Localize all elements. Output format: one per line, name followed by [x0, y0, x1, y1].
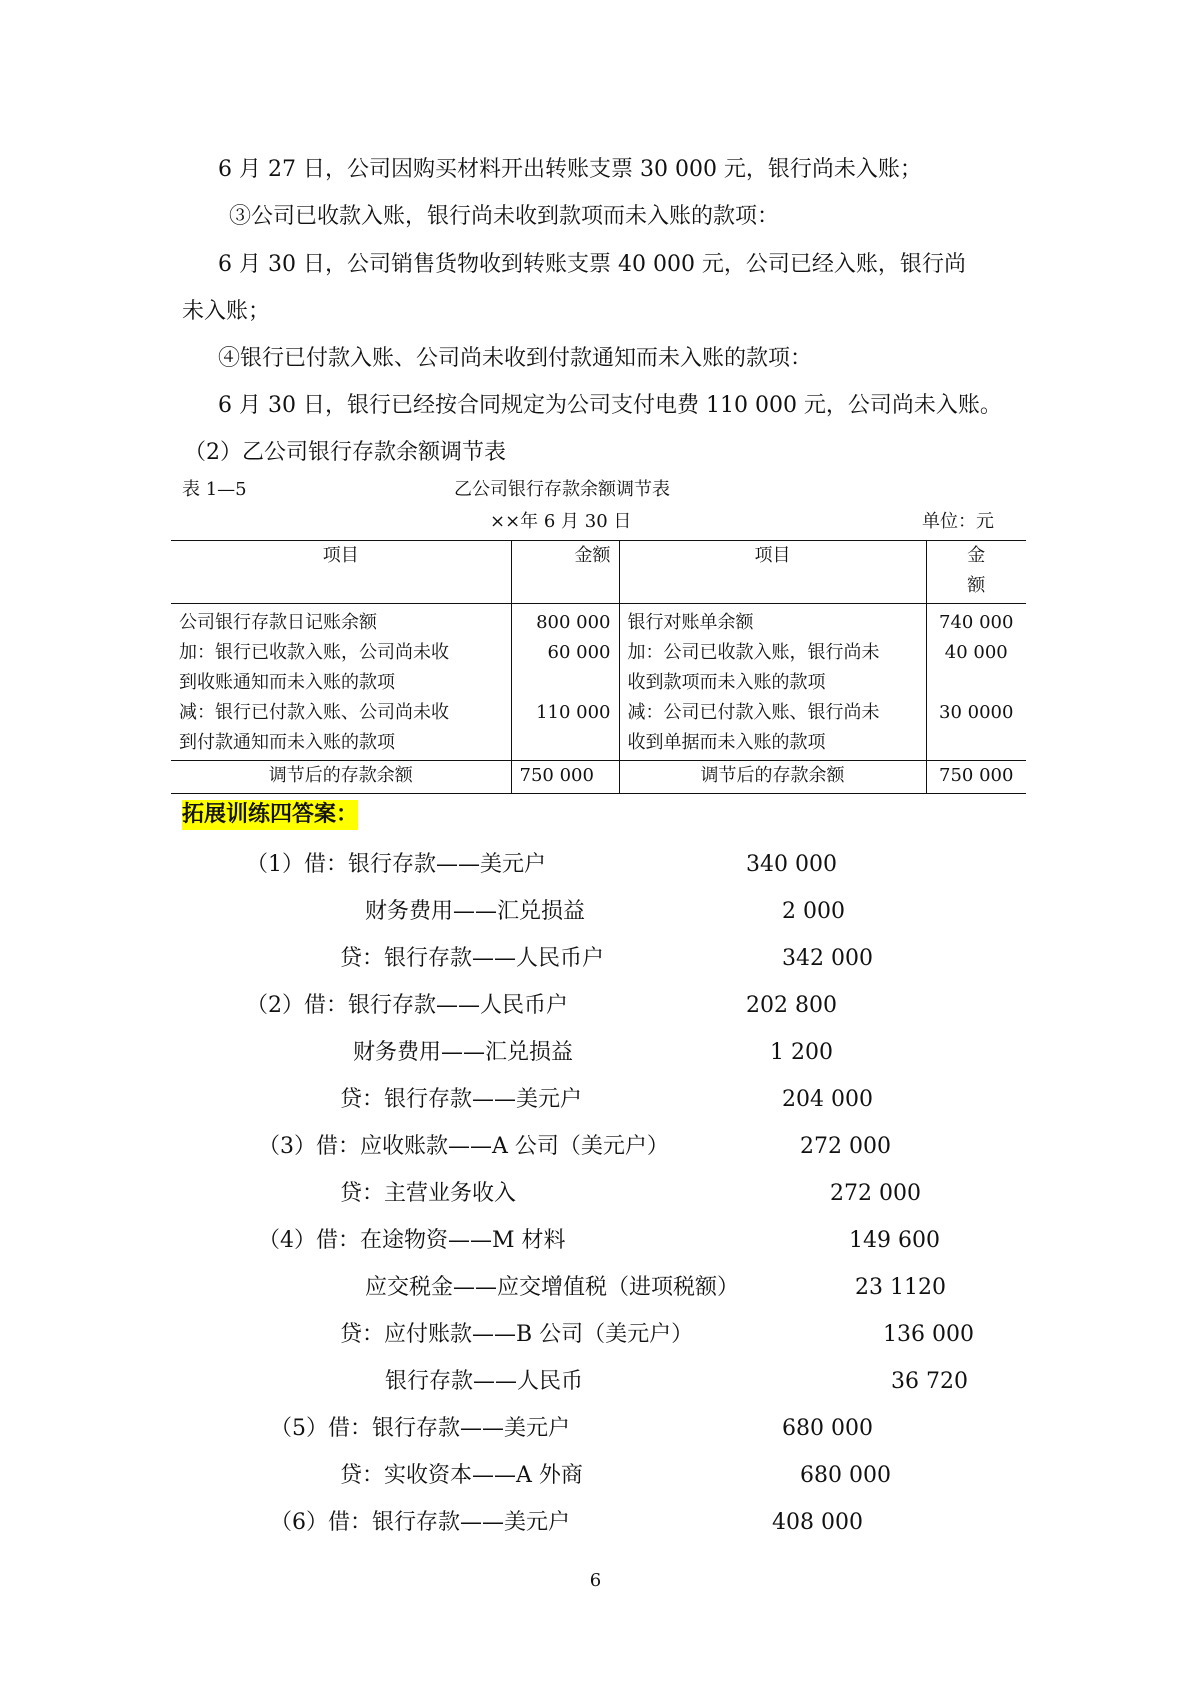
section-heading: 拓展训练四答案：	[182, 800, 358, 830]
footer-right-label: 调节后的存款余额	[619, 761, 926, 794]
row-right-item: 加：公司已收款入账，银行尚未 收到款项而未入账的款项	[619, 638, 926, 698]
journal-entry-text: 贷：银行存款——人民币户	[340, 946, 605, 971]
paragraph: 6 月 27 日，公司因购买材料开出转账支票 30 000 元，银行尚未入账；	[218, 157, 922, 182]
row-right-amount: 40 000	[926, 638, 1026, 698]
journal-entry-text: 贷：应付账款——B 公司（美元户）	[340, 1322, 694, 1347]
journal-entry-text: （4）借：在途物资——M 材料	[258, 1228, 566, 1253]
paragraph: 6 月 30 日，公司销售货物收到转账支票 40 000 元，公司已经入账，银行尚	[218, 252, 966, 277]
reconciliation-table	[171, 540, 1026, 794]
journal-entry-text: 财务费用——汇兑损益	[353, 1040, 574, 1065]
journal-entry-text: 贷：银行存款——美元户	[340, 1087, 583, 1112]
paragraph: ③公司已收款入账，银行尚未收到款项而未入账的款项：	[229, 204, 780, 229]
header-item-right: 项目	[619, 541, 926, 604]
row-right-item: 减：公司已付款入账、银行尚未 收到单据而未入账的款项	[619, 698, 926, 761]
row-left-item: 减：银行已付款入账、公司尚未收 到付款通知而未入账的款项	[179, 702, 449, 753]
table-row	[171, 604, 1026, 639]
table-row	[171, 698, 1026, 761]
paragraph: 6 月 30 日，银行已经按合同规定为公司支付电费 110 000 元，公司尚未入账。	[218, 393, 1002, 418]
row-right-amount: 30 0000	[926, 698, 1026, 761]
journal-entry-amount: 2 000	[782, 899, 845, 924]
journal-entry-amount: 342 000	[782, 946, 873, 971]
journal-entry-amount: 272 000	[800, 1134, 891, 1159]
journal-entry-text: （2）借：银行存款——人民币户	[246, 993, 568, 1018]
journal-entry-text: （1）借：银行存款——美元户	[246, 852, 546, 877]
table-title: 乙公司银行存款余额调节表	[454, 479, 670, 500]
journal-entry-amount: 340 000	[746, 852, 837, 877]
table-row	[171, 638, 1026, 698]
journal-entry-amount: 408 000	[772, 1510, 863, 1535]
journal-entry-amount: 680 000	[782, 1416, 873, 1441]
journal-entry-text: （6）借：银行存款——美元户	[270, 1510, 570, 1535]
header-amount-right: 金 额	[926, 541, 1026, 604]
table-footer-row	[171, 761, 1026, 794]
journal-entry-text: 银行存款——人民币	[385, 1369, 584, 1394]
journal-entry-amount: 136 000	[883, 1322, 974, 1347]
paragraph: 未入账；	[182, 299, 271, 324]
page-number: 6	[589, 1570, 602, 1591]
row-left-item: 公司银行存款日记账余额	[179, 612, 377, 633]
journal-entry-amount: 36 720	[891, 1369, 968, 1394]
table-number: 表 1—5	[182, 479, 247, 500]
footer-left-amount: 750 000	[511, 761, 619, 794]
table-unit: 单位：元	[922, 511, 994, 532]
journal-entry-amount: 204 000	[782, 1087, 873, 1112]
header-amount-left: 金额	[511, 541, 619, 604]
journal-entry-amount: 149 600	[849, 1228, 940, 1253]
journal-entry-text: 贷：主营业务收入	[340, 1181, 517, 1206]
row-right-amount: 740 000	[926, 604, 1026, 639]
table-header-row	[171, 541, 1026, 604]
journal-entry-amount: 680 000	[800, 1463, 891, 1488]
row-left-amount: 800 000	[511, 604, 619, 639]
journal-entry-amount: 202 800	[746, 993, 837, 1018]
journal-entry-amount: 23 1120	[855, 1275, 946, 1300]
journal-entry-amount: 1 200	[770, 1040, 833, 1065]
journal-entry-text: 财务费用——汇兑损益	[365, 899, 586, 924]
row-left-amount: 60 000	[511, 638, 619, 698]
journal-entry-text: （3）借：应收账款——A 公司（美元户）	[258, 1134, 669, 1159]
row-left-item: 加：银行已收款入账，公司尚未收 到收账通知而未入账的款项	[179, 642, 449, 693]
journal-entry-text: （5）借：银行存款——美元户	[270, 1416, 570, 1441]
table-date: ××年 6 月 30 日	[490, 511, 632, 532]
row-left-amount: 110 000	[511, 698, 619, 761]
paragraph: ④银行已付款入账、公司尚未收到付款通知而未入账的款项：	[218, 346, 813, 371]
header-item-left: 项目	[171, 541, 511, 604]
footer-left-label: 调节后的存款余额	[171, 761, 511, 794]
paragraph-subheading: （2）乙公司银行存款余额调节表	[184, 440, 506, 465]
footer-right-amount: 750 000	[926, 761, 1026, 794]
journal-entry-text: 应交税金——应交增值税（进项税额）	[365, 1275, 740, 1300]
row-right-item: 银行对账单余额	[619, 604, 926, 639]
journal-entry-amount: 272 000	[830, 1181, 921, 1206]
journal-entry-text: 贷：实收资本——A 外商	[340, 1463, 583, 1488]
